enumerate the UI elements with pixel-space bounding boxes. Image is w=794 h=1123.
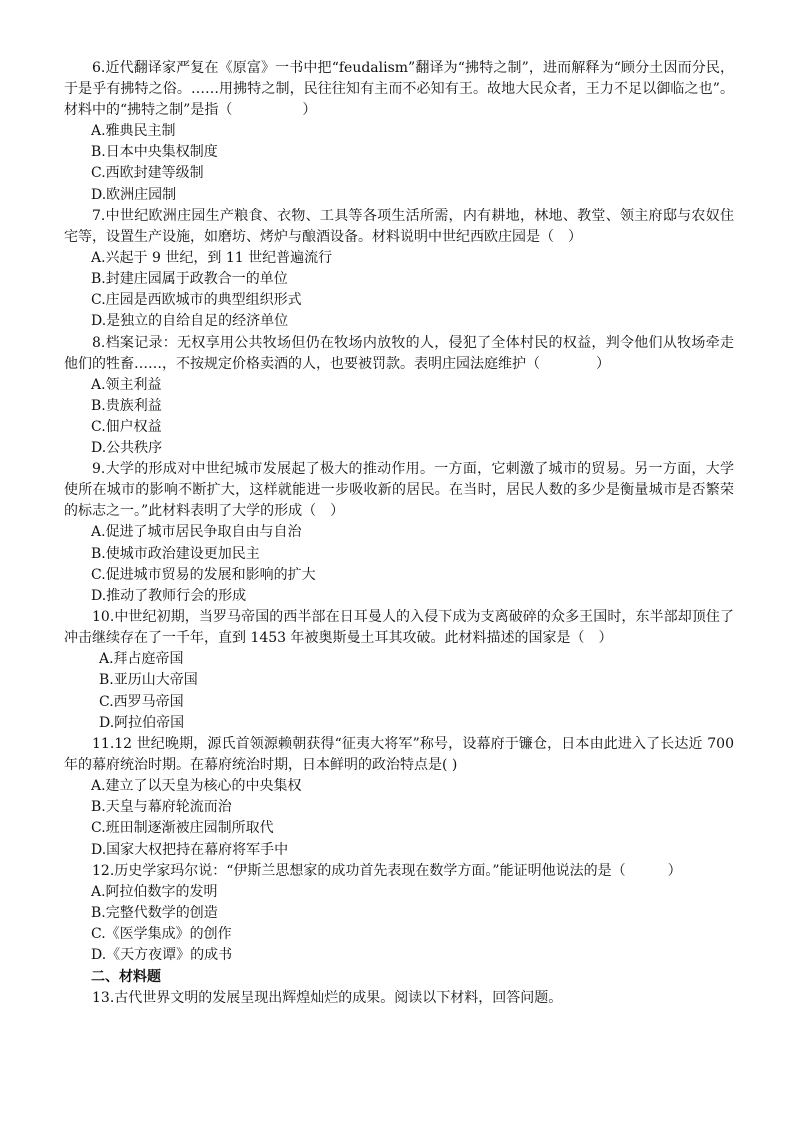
option-d: D.是独立的自给自足的经济单位 (91, 313, 289, 330)
question-stem: 12.历史学家玛尔说：“伊斯兰思想家的成功首先表现在数学方面。”能证明他说法的是（ ） (92, 862, 682, 879)
option-a: A.雅典民主制 (91, 123, 176, 139)
option-c: C.庄园是西欧城市的典型组织形式 (91, 292, 302, 309)
option-d: D.阿拉伯帝国 (99, 714, 185, 731)
option-b: B.使城市政治建设更加民主 (91, 545, 260, 562)
option-b: B.亚历山大帝国 (99, 672, 198, 689)
option-c: C.西欧封建等级制 (91, 165, 204, 182)
question-stem: 9.大学的形成对中世纪城市发展起了极大的推动作用。一方面，它刺激了城市的贸易。另一方面，大学使所在城市的影响不断扩大，这样就能进一步吸收新的居民。在当时，居民人数的多少是衡量城市是否繁荣的标志之一。”此材料表明了大学的形成（ ） (64, 461, 734, 520)
question-list (64, 58, 734, 1009)
section-heading: 二、材料题 (91, 968, 161, 985)
option-b: B.完整代数学的创造 (91, 905, 218, 922)
option-b: B.封建庄园属于政教合一的单位 (91, 271, 288, 288)
option-a: A.建立了以天皇为核心的中央集权 (91, 778, 302, 795)
question-stem: 6.近代翻译家严复在《原富》一书中把“feudalism”翻译为“拂特之制”，进而解释为“顾分土因而分民，于是乎有拂特之俗。……用拂特之制，民往往知有主而不必知有王。故地大民众者，王力不足以御临之也”。材料中的“拂特之制”是指（ ） (64, 60, 734, 118)
option-a: A.兴起于 9 世纪，到 11 世纪普遍流行 (91, 249, 333, 266)
option-a: A.拜占庭帝国 (99, 651, 184, 668)
question-6 (64, 58, 734, 206)
option-b: B.贵族利益 (91, 397, 162, 414)
option-a: A.阿拉伯数字的发明 (91, 883, 218, 900)
question-stem: 10.中世纪初期，当罗马帝国的西半部在日耳曼人的入侵下成为支离破碎的众多王国时，东半部却顶住了冲击继续存在了一千年，直到 1453 年被奥斯曼土耳其攻破。此材料描述的国家是（ ） (64, 609, 734, 647)
question-stem: 11.12 世纪晚期，源氏首领源赖朝获得“征夷大将军”称号，设幕府于镰仓，日本由此进入了长达近 700 年的幕府统治时期。在幕府统治时期，日本鲜明的政治特点是( ) (64, 736, 734, 774)
option-a: A.促进了城市居民争取自由与自治 (91, 524, 302, 541)
option-c: C.佃户权益 (91, 419, 162, 436)
option-c: C.《医学集成》的创作 (91, 926, 232, 943)
option-d: D.《天方夜谭》的成书 (91, 947, 233, 964)
question-stem: 8.档案记录：无权享用公共牧场但仍在牧场内放牧的人，侵犯了全体村民的权益，判令他们从牧场牵走他们的牲畜……，不按规定价格卖酒的人，也要被罚款。表明庄园法庭维护（ ） (64, 334, 734, 372)
option-b: B.日本中央集权制度 (91, 144, 218, 161)
option-c: C.班田制逐渐被庄园制所取代 (91, 820, 274, 837)
question-10 (64, 607, 734, 734)
question-8 (64, 333, 734, 460)
option-d: D.推动了教师行会的形成 (91, 588, 247, 605)
question-9 (64, 459, 734, 607)
option-a: A.领主利益 (91, 376, 162, 393)
option-d: D.国家大权把持在幕府将军手中 (91, 841, 289, 858)
question-stem: 7.中世纪欧洲庄园生产粮食、衣物、工具等各项生活所需，内有耕地，林地、教堂、领主府邸与农奴住宅等，设置生产设施，如磨坊、烤炉与酿酒设备。材料说明中世纪西欧庄园是（ ） (64, 207, 734, 245)
question-13 (64, 988, 734, 1009)
option-b: B.天皇与幕府轮流而治 (91, 799, 232, 816)
question-7 (64, 206, 734, 333)
option-d: D.公共秩序 (91, 440, 163, 457)
question-stem: 13.古代世界文明的发展呈现出辉煌灿烂的成果。阅读以下材料，回答问题。 (92, 989, 563, 1006)
option-c: C.促进城市贸易的发展和影响的扩大 (91, 566, 316, 583)
question-12 (64, 861, 734, 967)
option-d: D.欧洲庄园制 (91, 186, 177, 203)
option-c: C.西罗马帝国 (99, 693, 184, 710)
question-11 (64, 734, 734, 861)
